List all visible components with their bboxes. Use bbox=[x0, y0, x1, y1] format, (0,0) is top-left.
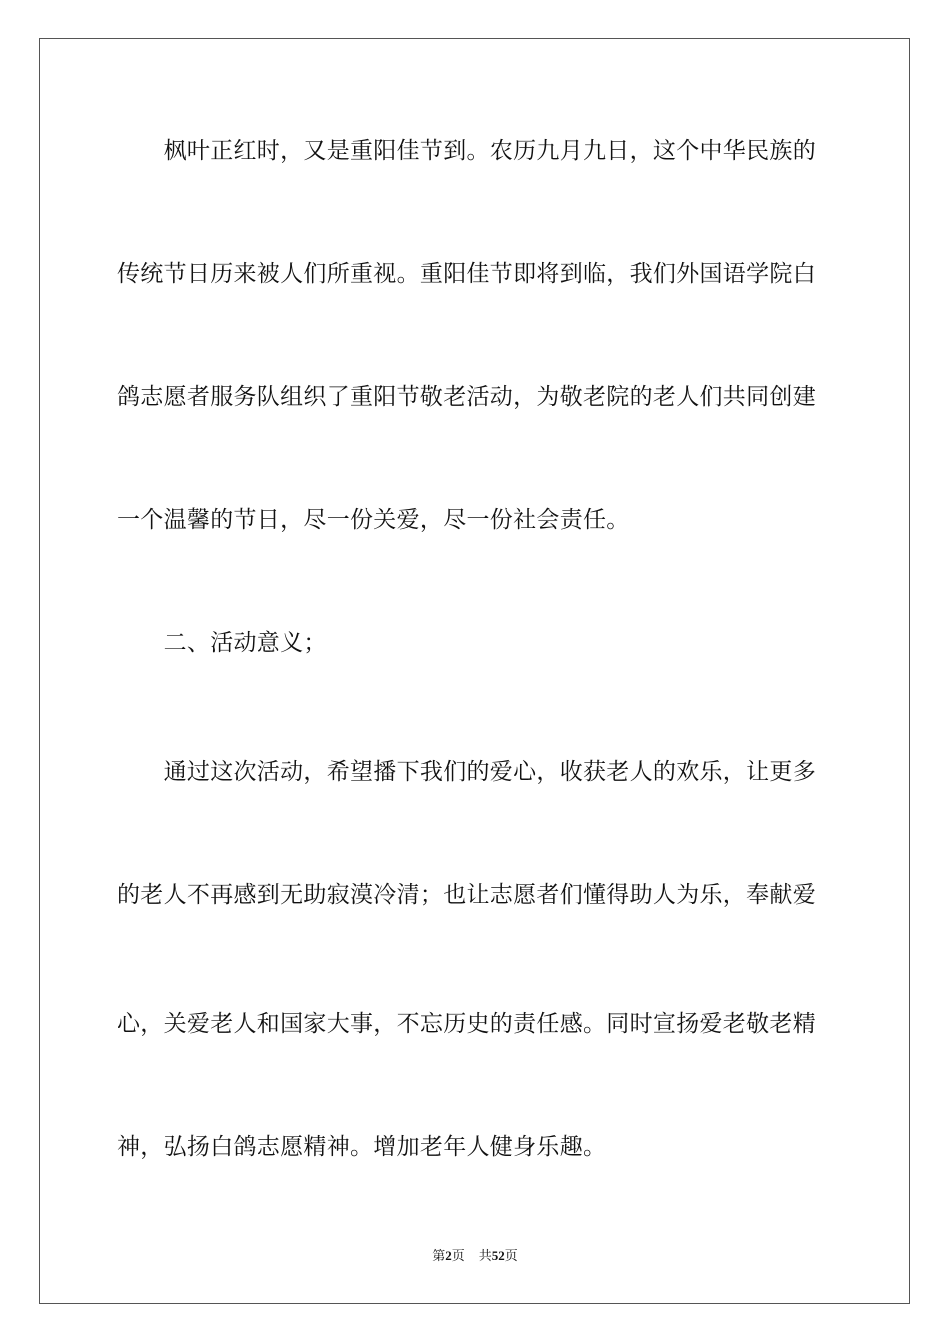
section-heading: 二、活动意义； bbox=[117, 630, 327, 656]
page-suffix: 页 bbox=[451, 1249, 465, 1264]
paragraph-line: 传统节日历来被人们所重视。重阳佳节即将到临，我们外国语学院白 bbox=[117, 261, 816, 287]
page-number: 2 bbox=[445, 1248, 452, 1263]
page-border bbox=[39, 38, 910, 1304]
paragraph-line: 神，弘扬白鸽志愿精神。增加老年人健身乐趣。 bbox=[117, 1134, 607, 1160]
paragraph-line: 心，关爱老人和国家大事，不忘历史的责任感。同时宣扬爱老敬老精 bbox=[117, 1011, 816, 1037]
page-prefix: 第 bbox=[432, 1249, 446, 1264]
total-suffix: 页 bbox=[504, 1249, 518, 1264]
paragraph-line: 通过这次活动，希望播下我们的爱心，收获老人的欢乐，让更多 bbox=[117, 759, 816, 785]
page-footer bbox=[0, 1247, 950, 1266]
paragraph-line: 鸽志愿者服务队组织了重阳节敬老活动，为敬老院的老人们共同创建 bbox=[117, 384, 816, 410]
total-prefix: 共 bbox=[478, 1249, 492, 1264]
paragraph-line: 一个温馨的节日，尽一份关爱，尽一份社会责任。 bbox=[117, 507, 630, 533]
paragraph-line: 枫叶正红时，又是重阳佳节到。农历九月九日，这个中华民族的 bbox=[117, 138, 816, 164]
paragraph-line: 的老人不再感到无助寂漠冷清；也让志愿者们懂得助人为乐，奉献爱 bbox=[117, 882, 816, 908]
total-pages: 52 bbox=[491, 1248, 505, 1263]
